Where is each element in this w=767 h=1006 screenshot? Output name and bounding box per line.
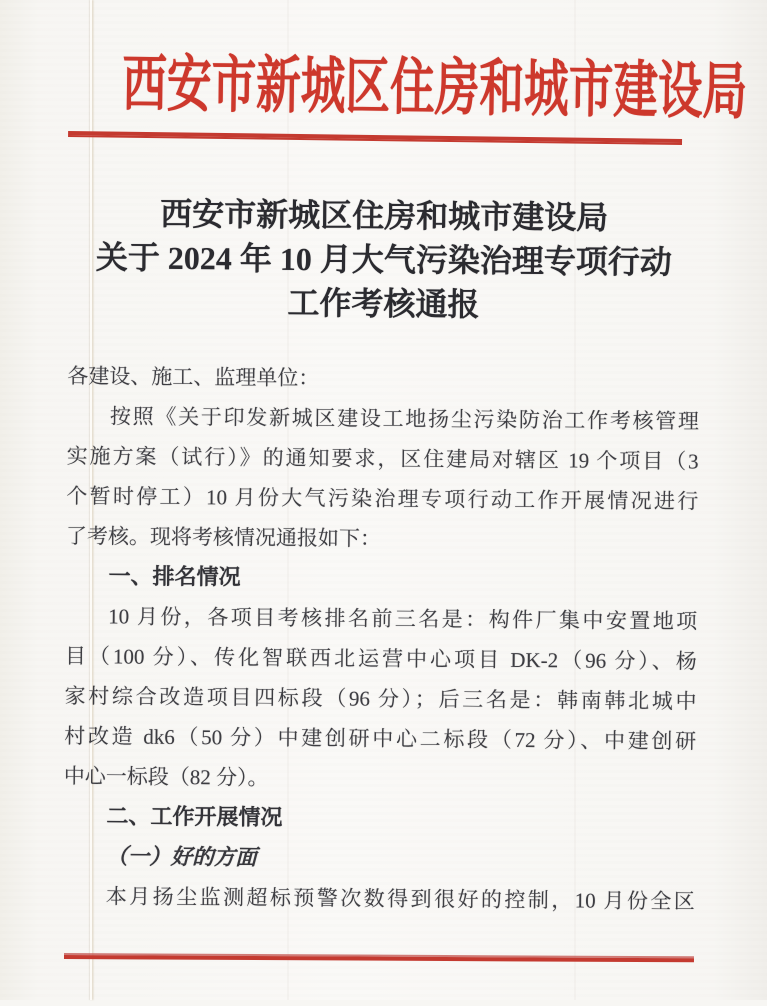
section-heading-1: 一、排名情况 (108, 563, 241, 590)
paragraph-2-line-1: 10 月份，各项目考核排名前三名是：构件厂集中安置地项 (108, 604, 698, 634)
paragraph-2-line-3: 家村综合改造项目四标段（96 分）；后三名是：韩南韩北城中 (64, 683, 697, 714)
subsection-heading-2-1: （一）好的方面 (106, 844, 257, 870)
paragraph-1-line-4: 了考核。现将考核情况通报如下： (65, 523, 382, 551)
paragraph-1-line-1: 按照《关于印发新城区建设工地扬尘污染防治工作考核管理 (109, 404, 700, 434)
title-line-2: 关于 2024 年 10 月大气污染治理专项行动 (95, 239, 673, 281)
paragraph-3-line-1: 本月扬尘监测超标预警次数得到很好的控制，10 月份全区 (105, 884, 695, 914)
paragraph-1-line-2: 实施方案（试行）》的通知要求，区住建局对辖区 19 个项目（3 (66, 443, 699, 474)
document-title (0, 190, 767, 329)
document-body (63, 356, 700, 921)
paragraph-2-line-5: 中心一标段（82 分）。 (63, 763, 269, 790)
agency-name-text: 西安市新城区住房和城市建设局 (121, 50, 748, 127)
paragraph-2-line-2: 目（100 分）、传化智联西北运营中心项目 DK-2（96 分）、杨 (64, 643, 697, 674)
salutation-line: 各建设、施工、监理单位： (67, 363, 320, 391)
title-line-3: 工作考核通报 (287, 284, 480, 323)
section-heading-2: 二、工作开展情况 (106, 803, 283, 830)
title-line-1: 西安市新城区住房和城市建设局 (160, 195, 609, 236)
paragraph-2-line-4: 村改造 dk6（50 分）中建创研中心二标段（72 分）、中建创研 (64, 723, 697, 754)
paragraph-1-line-3: 个暂时停工）10 月份大气污染治理专项行动工作开展情况进行 (66, 483, 699, 514)
